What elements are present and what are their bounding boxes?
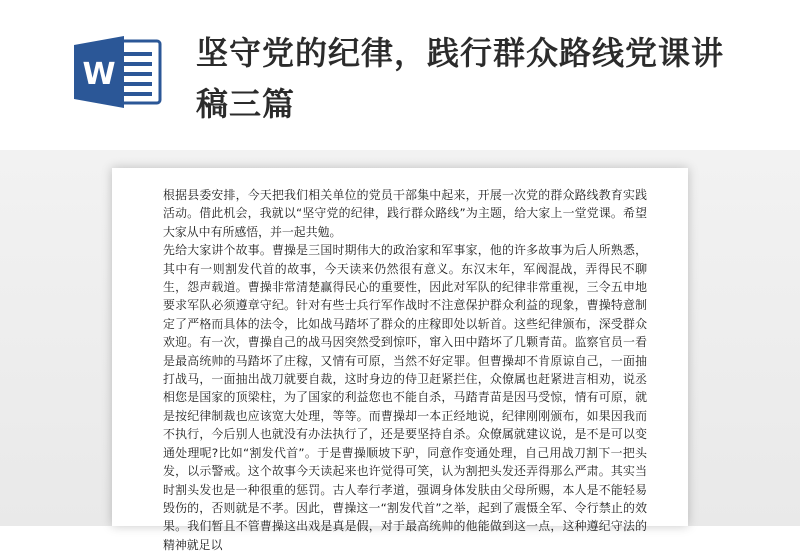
- word-icon: [74, 36, 162, 108]
- word-icon-letter: W: [82, 57, 116, 92]
- document-body: [163, 186, 647, 554]
- document-title: 坚守党的纪律，践行群众路线党课讲稿三篇: [196, 34, 725, 123]
- document-header: [0, 0, 800, 150]
- body-paragraph-1: 根据县委安排，今天把我们相关单位的党员干部集中起来，开展一次党的群众路线教育实践活动。借此机会，我就以“坚守党的纪律，践行群众路线”为主题，给大家上一堂党课。希望大家从中有所感悟，并一起共勉。: [163, 188, 647, 239]
- document-page: [112, 168, 688, 552]
- body-paragraph-2: 先给大家讲个故事。曹操是三国时期伟大的政治家和军事家，他的许多故事为后人所熟悉，其中有一则割发代首的故事，今天读来仍然很有意义。东汉末年，军阀混战，弄得民不聊生，怨声载道。曹操非常清楚赢得民心的重要性，因此对军队的纪律非常重视，三令五申地要求军队必须遵章守纪。针对有些士兵行军作战时不注意保护群众利益的现象，曹操特意制定了严格而具体的法令，比如战马踏坏了群众的庄稼即处以斩首。这些纪律颁布，深受群众欢迎。有一次，曹操自己的战马因突然受到惊吓，窜入田中踏坏了几颗青苗。监察官员一看是最高统帅的马踏坏了庄稼，又情有可原，当然不好定罪。但曹操却不肯原谅自己，一面抽打战马，一面抽出战刀就要自裁，这时身边的侍卫赶紧拦住，众僚属也赶紧进言相劝，说丞相您是国家的顶梁柱，为了国家的利益您也不能自杀，马踏青苗是因马受惊，情有可原，就是按纪律制裁也应该宽大处理，等等。而曹操却一本正经地说，纪律刚刚颁布，如果因我而不执行，今后别人也就没有办法执行了，还是要坚持自杀。众僚属就建议说，是不是可以变通处理呢?比如“割发代首”。于是曹操顺坡下驴，同意作变通处理，自己用战刀割下一把头发，以示警戒。这个故事今天读起来也许觉得可笑，认为割把头发还弄得那么严肃。其实当时割头发也是一种很重的惩罚。古人奉行孝道，强调身体发肤由父母所赐，本人是不能轻易毁伤的，否则就是不孝。因此，曹操这一“割发代首”之举，起到了震慑全军、令行禁止的效果。我们暂且不管曹操这出戏是真是假，对于最高统帅的他能做到这一点，这种遵纪守法的精神就足以: [163, 243, 647, 552]
